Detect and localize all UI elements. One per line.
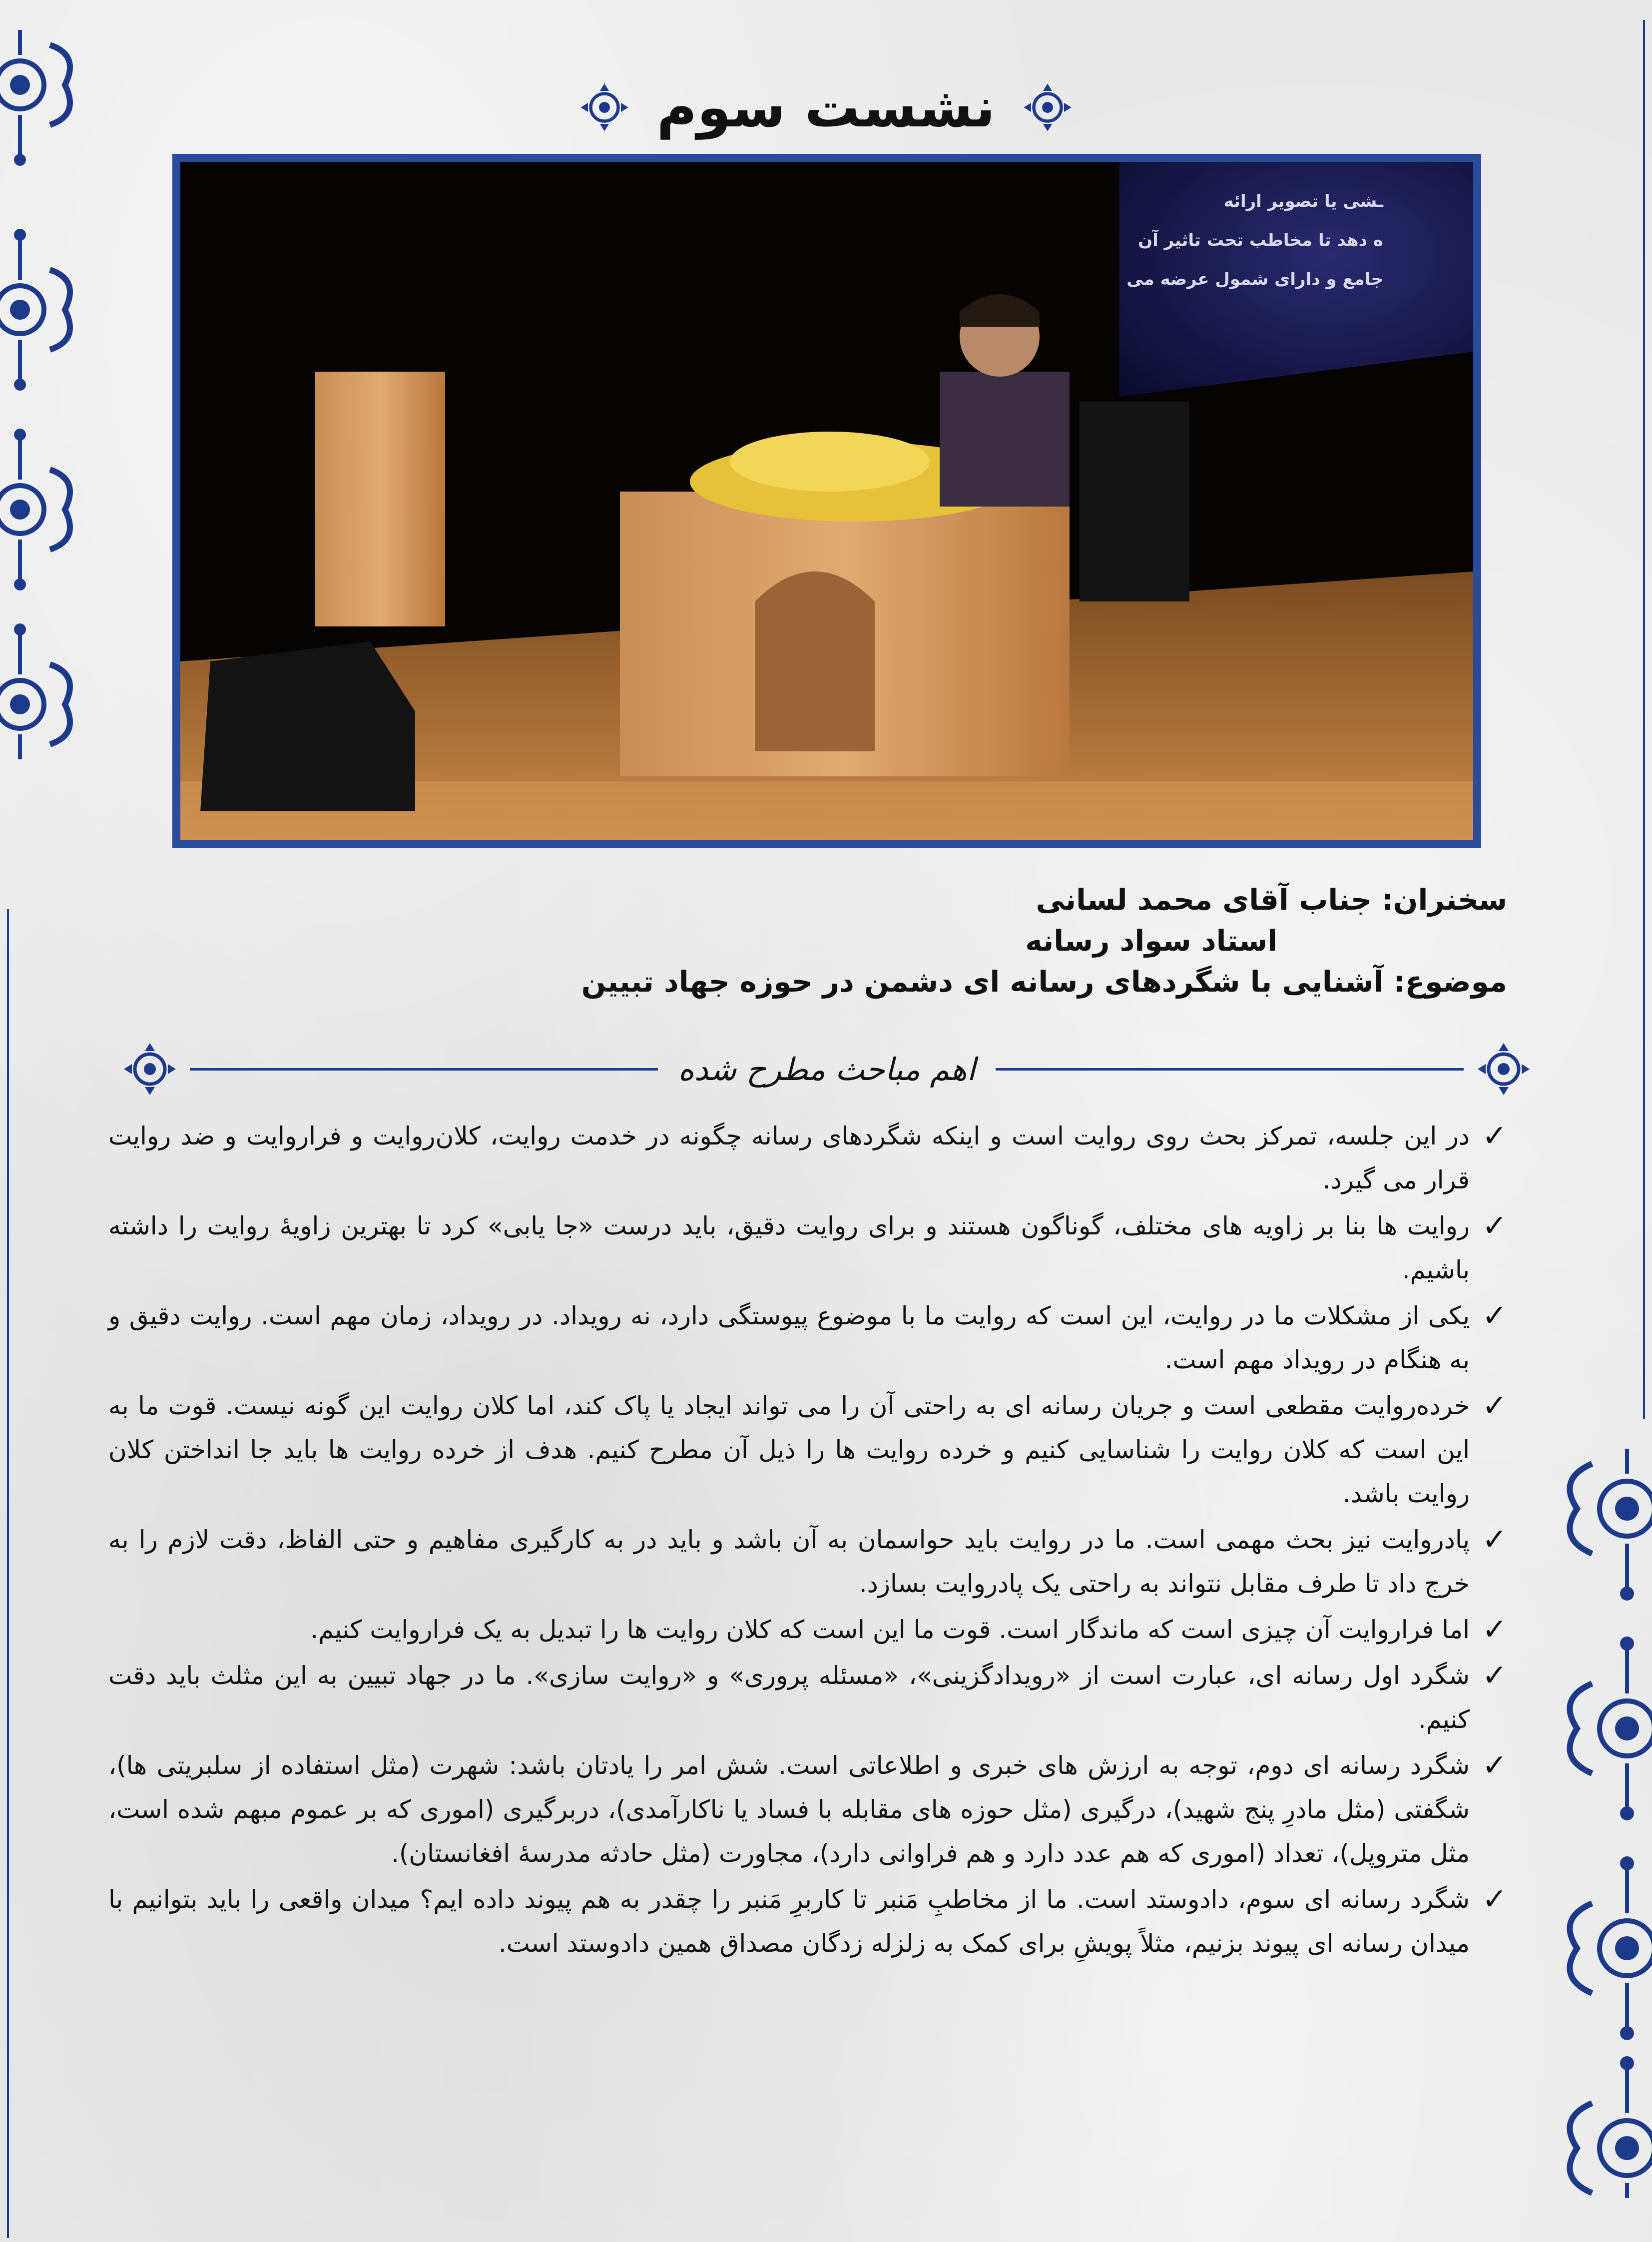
check-icon: ✓	[1482, 1882, 1507, 1917]
list-item	[108, 1877, 1507, 1965]
divider-motif-right-icon	[1474, 1039, 1534, 1099]
speaker-info	[258, 879, 1507, 1002]
list-item-text: پادروایت نیز بحث مهمی است. ما در روایت باید حواسمان به آن باشد و باید در به کارگیری مفاهیم و حتی الفاظ، دقت لازم را به خرج داد تا طرف مقابل نتواند به راحتی یک پادروایت بسازد.	[108, 1525, 1470, 1598]
list-item-text: شگرد رسانه ای سوم، دادوستد است. ما از مخاطبِ مَنبر تا کاربرِ مَنبر را چقدر به هم پیوند داده ایم؟ میدان واقعی را باید بتوانیم با میدان رسانه ای پیوند بزنیم، مثلاً پویشِ برای کمک به زلزله زدگان مصداق همین دادوستد است.	[108, 1885, 1470, 1958]
title-motif-left-icon	[577, 80, 632, 135]
list-item	[108, 1204, 1507, 1292]
list-item	[108, 1294, 1507, 1382]
list-item	[108, 1654, 1507, 1741]
speaker-name: سخنران: جناب آقای محمد لسانی	[1036, 883, 1507, 917]
list-item	[108, 1114, 1507, 1202]
check-icon: ✓	[1482, 1748, 1507, 1783]
speaker-topic: موضوع: آشنایی با شگردهای رسانه ای دشمن در حوزه جهاد تبیین	[581, 965, 1507, 999]
page-title: نشست سوم	[656, 75, 996, 139]
slide-line-3: جامع و دارای شمول عرضه می	[1126, 269, 1383, 289]
list-item-text: اما فراروایت آن چیزی است که ماندگار است. قوت ما این است که کلان روایت ها را تبدیل به یک فراروایت کنیم.	[310, 1615, 1470, 1644]
right-border-line	[1643, 20, 1645, 1419]
section-divider	[120, 1039, 1534, 1099]
check-icon: ✓	[1482, 1388, 1507, 1423]
list-item-text: شگرد رسانه ای دوم، توجه به ارزش های خبری و اطلاعاتی است. شش امر را یادتان باشد: شهرت (مثل استفاده از سلبریتی ها)، شگفتی (مثل مادرِ پنج شهید)، درگیری (مثل حوزه های مقابله با فساد یا ناکارآمدی)، دربرگیری (اموری که بر عموم مبهم شده است، مثل متروپل)، تعداد (اموری که هم عدد دارد و هم فراوانی دارد)، مجاورت (مثل حادثه مدرسۀ افغانستان).	[108, 1751, 1470, 1868]
list-item	[108, 1608, 1507, 1652]
left-border-line	[7, 909, 9, 2238]
check-icon: ✓	[1482, 1612, 1507, 1647]
check-icon: ✓	[1482, 1522, 1507, 1557]
list-item-text: یکی از مشکلات ما در روایت، این است که روایت ما با موضوع پیوستگی دارد، نه رویداد. در رویداد، زمان مهم است. روایت دقیق و به هنگام در رویداد مهم است.	[108, 1301, 1470, 1374]
discussion-list	[108, 1114, 1507, 1967]
list-item-text: در این جلسه، تمرکز بحث روی روایت است و اینکه شگردهای رسانه چگونه در خدمت روایت، کلان‌روایت و فراروایت و ضد روایت قرار می گیرد.	[108, 1121, 1470, 1194]
section-title: اهم مباحث مطرح شده	[678, 1051, 976, 1088]
list-item	[108, 1384, 1507, 1516]
event-photo	[172, 154, 1481, 848]
slide-line-1: ـشی یا تصویر ارائه	[1223, 191, 1383, 211]
list-item-text: روایت ها بنا بر زاویه های مختلف، گوناگون هستند و برای روایت دقیق، باید درست «جا یابی» کرد تا بهترین زاویۀ روایت را داشته باشیم.	[108, 1211, 1470, 1284]
right-ornament-icon	[1527, 1449, 1652, 2198]
list-item	[108, 1743, 1507, 1875]
divider-line-right	[996, 1068, 1464, 1071]
divider-motif-left-icon	[120, 1039, 180, 1099]
title-row	[0, 70, 1652, 145]
speaker-role: استاد سواد رسانه	[1025, 924, 1277, 958]
check-icon: ✓	[1482, 1208, 1507, 1243]
title-motif-right-icon	[1020, 80, 1075, 135]
slide-text	[1126, 182, 1383, 299]
slide-line-2: ه دهد تا مخاطب تحت تاثیر آن	[1138, 230, 1383, 250]
list-item-text: شگرد اول رسانه ای، عبارت است از «رویدادگزینی»، «مسئله پروری» و «روایت سازی». ما در جهاد تبیین به این مثلث باید دقت کنیم.	[108, 1661, 1470, 1734]
check-icon: ✓	[1482, 1298, 1507, 1333]
list-item	[108, 1518, 1507, 1606]
check-icon: ✓	[1482, 1119, 1507, 1153]
check-icon: ✓	[1482, 1658, 1507, 1693]
divider-line-left	[190, 1068, 658, 1071]
list-item-text: خرده‌روایت مقطعی است و جریان رسانه ای به راحتی آن را می تواند ایجاد یا پاک کند، اما کلان روایت این گونه نیست. قوت ما به این است که کلان روایت را شناسایی کنیم و خرده روایت ها را ذیل آن مطرح کنیم. هدف از خرده روایت ها باید جا انداختن کلان روایت باشد.	[108, 1391, 1470, 1508]
